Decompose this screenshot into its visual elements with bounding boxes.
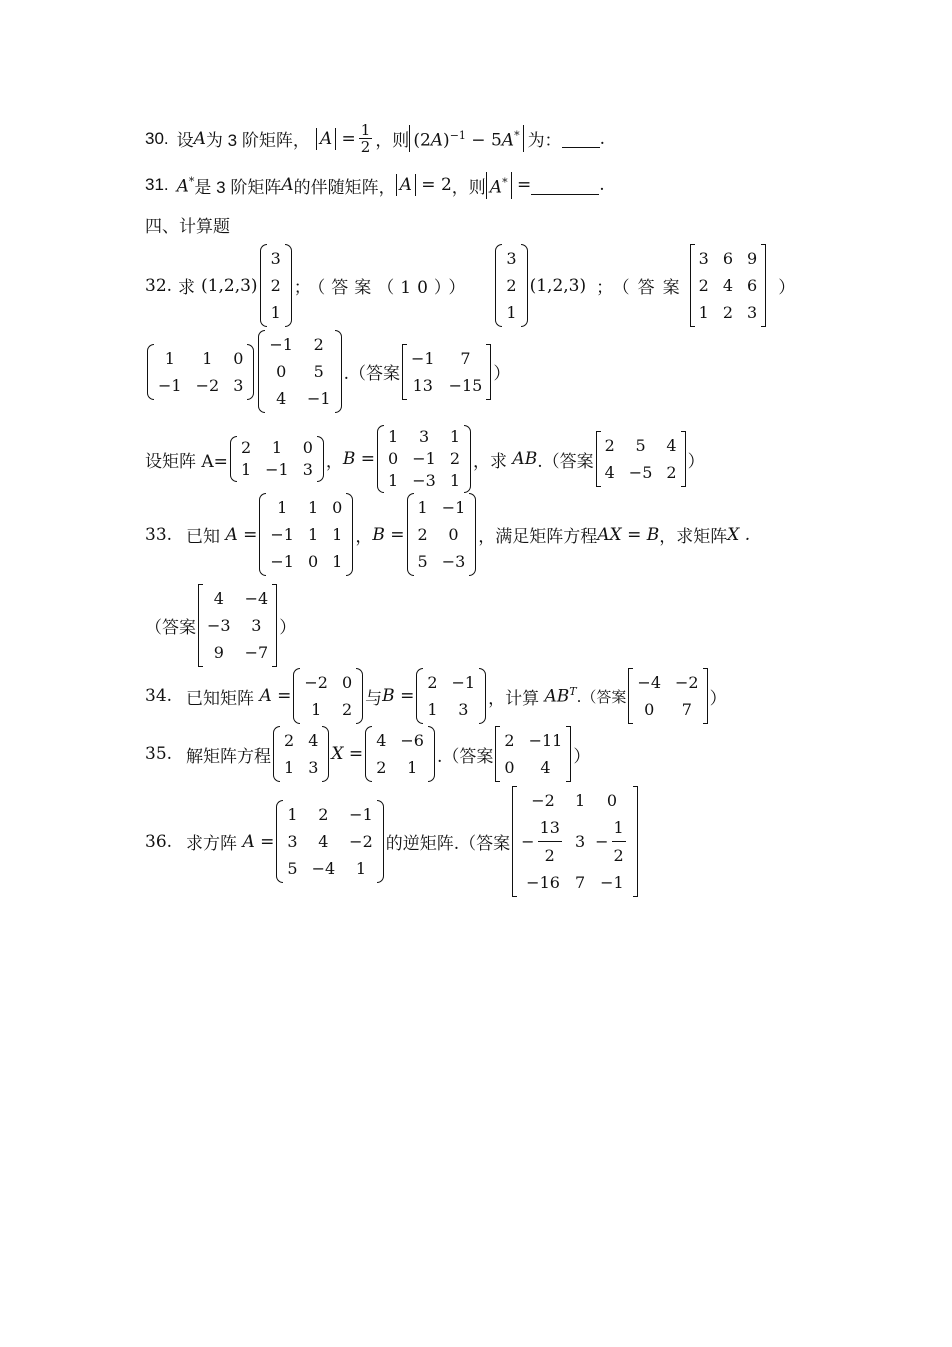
q32b-label: 设矩阵 A=	[145, 451, 228, 472]
matrix-cell: −2	[195, 375, 220, 395]
matrix-cell: 1	[388, 471, 399, 490]
q32b-matrix-a	[230, 436, 324, 482]
q36-text: 求方阵	[186, 834, 238, 854]
q31-det-a: A	[396, 174, 416, 196]
matrix-cell: 0	[276, 362, 287, 381]
q32-answer-3-label: .（答案	[343, 364, 400, 384]
q34-matrix-b	[416, 668, 486, 724]
matrix-cell: −1	[270, 552, 294, 571]
matrix-cell: 4	[308, 731, 319, 750]
matrix-cell: −1	[265, 460, 289, 479]
q31-var: A	[281, 175, 294, 196]
section-4-title	[145, 212, 230, 237]
q32-matrix-b	[258, 330, 341, 413]
matrix-cell: 3	[308, 758, 319, 777]
q31-eq2: =	[511, 175, 532, 196]
matrix-cell: 2	[449, 449, 461, 468]
matrix-cell: 1	[355, 859, 367, 878]
q30-text-b: 为 3 阶矩阵，	[205, 131, 310, 150]
matrix-cell: 1	[271, 438, 283, 457]
matrix-cell: 0	[504, 758, 515, 777]
matrix-cell: 5	[313, 362, 324, 381]
q32b-close: ）	[687, 451, 705, 472]
matrix-cell: 1	[388, 427, 399, 446]
q32-row-vector-2: (1,2,3)	[529, 275, 587, 296]
q33-matrix-a	[259, 493, 353, 576]
matrix-cell: 5	[287, 859, 298, 878]
question-33-answer	[145, 584, 296, 667]
matrix-cell: 2	[722, 303, 733, 322]
matrix-cell: 3	[574, 832, 586, 851]
q32-col-vector	[260, 244, 292, 327]
q32-col-vector-2	[495, 244, 527, 327]
matrix-cell-fraction: − $\frac{1}{2}$	[595, 814, 629, 869]
q35-number: 35.	[145, 744, 173, 764]
q31-number: 31.	[145, 175, 169, 195]
q34-close: ）	[709, 688, 727, 709]
q35-matrix-left	[273, 726, 329, 782]
matrix-cell: 1	[407, 758, 418, 777]
q32-answer-3	[402, 344, 491, 400]
matrix-cell: 1	[287, 805, 298, 824]
matrix-cell: 1	[574, 791, 586, 810]
q36-a-label: A =	[237, 831, 275, 852]
matrix-cell: 3	[251, 616, 262, 635]
q32b-ab: AB	[507, 449, 538, 469]
matrix-cell: 2	[427, 673, 438, 692]
matrix-cell: 4	[376, 731, 387, 750]
q31-a-star: A*	[176, 174, 195, 197]
q30-end: .	[599, 128, 605, 149]
fraction-numerator: 1	[612, 814, 626, 842]
matrix-cell: −1	[270, 525, 294, 544]
matrix-cell: −11	[528, 731, 563, 750]
q30-expression: $(2A)^{-1} - 5A^*$	[409, 125, 523, 152]
fraction-denominator: 2	[613, 846, 624, 865]
matrix-cell: 6	[747, 276, 758, 295]
q34-a-label: A =	[254, 686, 292, 706]
q32b-b-label: B =	[342, 449, 376, 469]
matrix-cell: 3	[302, 460, 313, 479]
matrix-cell: 6	[722, 249, 733, 268]
q33-b-label: B =	[372, 524, 405, 545]
q34-text: 已知矩阵	[186, 688, 255, 709]
q32-close-2: ）	[493, 364, 511, 384]
matrix-cell: 7	[681, 700, 692, 719]
question-32b	[145, 425, 705, 493]
q33-matrix-b	[407, 493, 477, 576]
q32b-answer-label: .（答案	[537, 451, 594, 472]
matrix-cell: 1	[311, 700, 322, 719]
matrix-cell: −1	[451, 673, 476, 692]
matrix-cell: −1	[412, 449, 436, 468]
matrix-cell: 7	[460, 348, 471, 368]
q30-frac-half: $\frac{1}{2}$	[360, 121, 371, 156]
matrix-cell: −3	[207, 616, 231, 635]
q33-comma: ，	[355, 527, 373, 547]
q31-eq: =	[415, 175, 441, 196]
matrix-cell: 2	[666, 463, 677, 482]
matrix-cell: −16	[526, 873, 560, 892]
matrix-cell: 2	[417, 525, 428, 544]
q31-end: .	[599, 175, 605, 196]
q32-answer-1: ；（答案（10））	[293, 278, 472, 298]
q33-text3: ，求矩阵	[659, 527, 728, 547]
q32-answer-outer	[690, 244, 767, 327]
q33-equation: AX = B	[597, 524, 660, 545]
q32b-qiu: ，求	[473, 451, 508, 472]
matrix-cell: 1	[307, 525, 319, 544]
q30-eq: =	[336, 128, 356, 149]
q31-det-astar: A*	[486, 172, 512, 199]
matrix-cell: 1	[164, 348, 175, 368]
matrix-cell: 1	[506, 303, 517, 322]
q31-blank	[531, 176, 599, 195]
matrix-cell: −2	[304, 673, 328, 692]
matrix-cell: 4	[604, 463, 615, 482]
q35-answer	[495, 726, 571, 782]
matrix-cell: −3	[441, 552, 466, 571]
question-33	[145, 493, 750, 576]
q36-answer	[512, 786, 638, 897]
matrix-cell: 1	[202, 348, 213, 368]
matrix-cell: 9	[747, 249, 758, 268]
q32-matrix-a	[147, 344, 254, 400]
fraction-denominator: 2	[544, 846, 555, 865]
matrix-cell: −1	[269, 335, 293, 354]
q34-matrix-a	[293, 668, 363, 724]
matrix-cell: −7	[244, 643, 269, 662]
q35-answer-label: .（答案	[436, 746, 494, 767]
matrix-cell: 0	[302, 438, 313, 457]
matrix-cell: 2	[240, 438, 252, 457]
matrix-cell: 7	[574, 873, 586, 892]
matrix-cell: 1	[277, 498, 288, 517]
matrix-cell: 2	[284, 731, 295, 750]
matrix-cell: 0	[606, 791, 618, 810]
q30-text-a: 设	[176, 131, 194, 151]
matrix-cell: 3	[458, 700, 469, 719]
matrix-cell: 0	[448, 525, 459, 544]
matrix-cell: −1	[441, 498, 466, 517]
matrix-cell: 1	[449, 427, 461, 446]
question-34	[145, 668, 727, 724]
matrix-cell: 1	[332, 552, 343, 571]
matrix-cell: 3	[233, 375, 244, 395]
q33-text: 已知	[186, 527, 221, 547]
q34-text2: ，计算	[488, 688, 540, 709]
matrix-cell: 2	[376, 758, 387, 777]
matrix-cell: 0	[341, 673, 353, 692]
matrix-cell: 2	[270, 276, 281, 295]
q32b-matrix-b	[377, 425, 471, 493]
q31-detval: 2	[440, 175, 452, 196]
matrix-cell: −6	[400, 731, 424, 750]
question-32	[145, 244, 795, 327]
matrix-cell: 1	[417, 498, 428, 517]
q30-number: 30.	[145, 128, 169, 148]
q35-matrix-right	[365, 726, 435, 782]
matrix-cell: 1	[698, 303, 709, 322]
matrix-cell: 0	[388, 449, 399, 468]
matrix-cell: 3	[418, 427, 430, 446]
q31-text-a: 是 3 阶矩阵	[194, 177, 282, 197]
matrix-cell: 4	[276, 389, 287, 408]
matrix-cell: 5	[417, 552, 428, 571]
matrix-cell: 3	[698, 249, 709, 268]
matrix-cell-fraction: − $\frac{13}{2}$	[521, 814, 565, 869]
matrix-cell: 4	[213, 589, 224, 608]
matrix-cell: −5	[628, 463, 653, 482]
q34-number: 34.	[145, 686, 173, 706]
q35-close: ）	[573, 746, 591, 767]
q33-text2: ，满足矩阵方程	[478, 527, 598, 547]
matrix-cell: 2	[604, 436, 615, 455]
matrix-cell: 1	[307, 498, 319, 517]
matrix-cell: 2	[504, 731, 515, 750]
matrix-cell: 0	[644, 700, 655, 719]
q30-blank	[562, 129, 600, 148]
q35-x-eq: X =	[331, 744, 364, 764]
q32-row-vector: (1,2,3)	[201, 275, 258, 296]
q33-answer-label: （答案	[145, 618, 196, 638]
matrix-cell: 4	[318, 832, 329, 851]
matrix-cell: −2	[349, 832, 373, 851]
matrix-cell: 5	[635, 436, 646, 455]
matrix-cell: 3	[270, 249, 281, 268]
q34-answer	[628, 668, 707, 724]
matrix-cell: −1	[349, 805, 373, 824]
matrix-cell: 0	[332, 498, 343, 517]
section-4-title-text: 四、计算题	[145, 217, 230, 237]
q32-close: ）	[778, 278, 796, 298]
matrix-cell: −1	[158, 375, 182, 395]
matrix-cell: 0	[307, 552, 319, 571]
question-31	[145, 172, 605, 199]
question-30	[145, 122, 605, 155]
matrix-cell: 13	[412, 375, 433, 395]
matrix-cell: 1	[332, 525, 343, 544]
question-36	[145, 786, 640, 897]
matrix-cell: 3	[287, 832, 298, 851]
q32b-answer	[596, 431, 686, 487]
matrix-cell: −1	[306, 389, 331, 408]
matrix-cell: −1	[600, 873, 624, 892]
matrix-cell: 2	[698, 276, 709, 295]
q32b-comma: ，	[325, 451, 343, 472]
q35-text: 解矩阵方程	[186, 746, 272, 767]
fraction-numerator: 13	[538, 814, 562, 842]
matrix-cell: 1	[270, 303, 281, 322]
matrix-cell: −2	[675, 673, 699, 692]
matrix-cell: −4	[244, 589, 269, 608]
matrix-cell: −2	[531, 791, 555, 810]
q33-answer	[198, 584, 277, 667]
matrix-cell: 9	[213, 643, 224, 662]
matrix-cell: 0	[233, 348, 244, 368]
q32-answer-2-label: ；（答案	[596, 278, 688, 298]
q34-b-label: B =	[382, 686, 415, 706]
q32-qiu: 求	[178, 278, 196, 298]
q32-number: 32.	[145, 275, 173, 296]
q31-text-b: 的伴随矩阵，	[293, 177, 396, 198]
q33-a-label: A =	[220, 524, 258, 545]
matrix-cell: 2	[341, 700, 353, 719]
q34-yu: 与	[365, 688, 383, 709]
q33-x: X .	[727, 524, 751, 545]
matrix-cell: −4	[311, 859, 336, 878]
q34-abt: $AB^T$	[539, 685, 577, 707]
matrix-cell: 3	[506, 249, 517, 268]
q36-number: 36.	[145, 831, 173, 852]
matrix-cell: 4	[666, 436, 677, 455]
q36-text2: 的逆矩阵.（答案	[385, 834, 511, 854]
matrix-cell: 4	[540, 758, 551, 777]
matrix-cell: −1	[410, 348, 435, 368]
q31-text-c: ，则	[451, 177, 486, 198]
matrix-cell: 2	[313, 335, 324, 354]
matrix-cell: 1	[427, 700, 438, 719]
question-32-product	[145, 330, 510, 413]
q34-answer-label: .（答案	[576, 687, 627, 706]
q30-text-d: 为：	[527, 131, 562, 151]
matrix-cell: −3	[412, 471, 436, 490]
matrix-cell: 4	[722, 276, 733, 295]
matrix-cell: 1	[240, 460, 252, 479]
q30-det-a: A	[316, 128, 336, 150]
matrix-cell: −15	[448, 375, 483, 395]
q30-var: A	[193, 128, 206, 149]
matrix-cell: −4	[637, 673, 661, 692]
q33-close: ）	[279, 618, 297, 638]
q30-text-c: ，则	[375, 131, 410, 151]
matrix-cell: 2	[506, 276, 517, 295]
matrix-cell: 3	[747, 303, 758, 322]
matrix-cell: 1	[284, 758, 295, 777]
question-35	[145, 726, 590, 782]
q33-number: 33.	[145, 524, 173, 545]
matrix-cell: 2	[318, 805, 329, 824]
q36-matrix-a	[276, 800, 383, 883]
matrix-cell: 1	[449, 471, 461, 490]
